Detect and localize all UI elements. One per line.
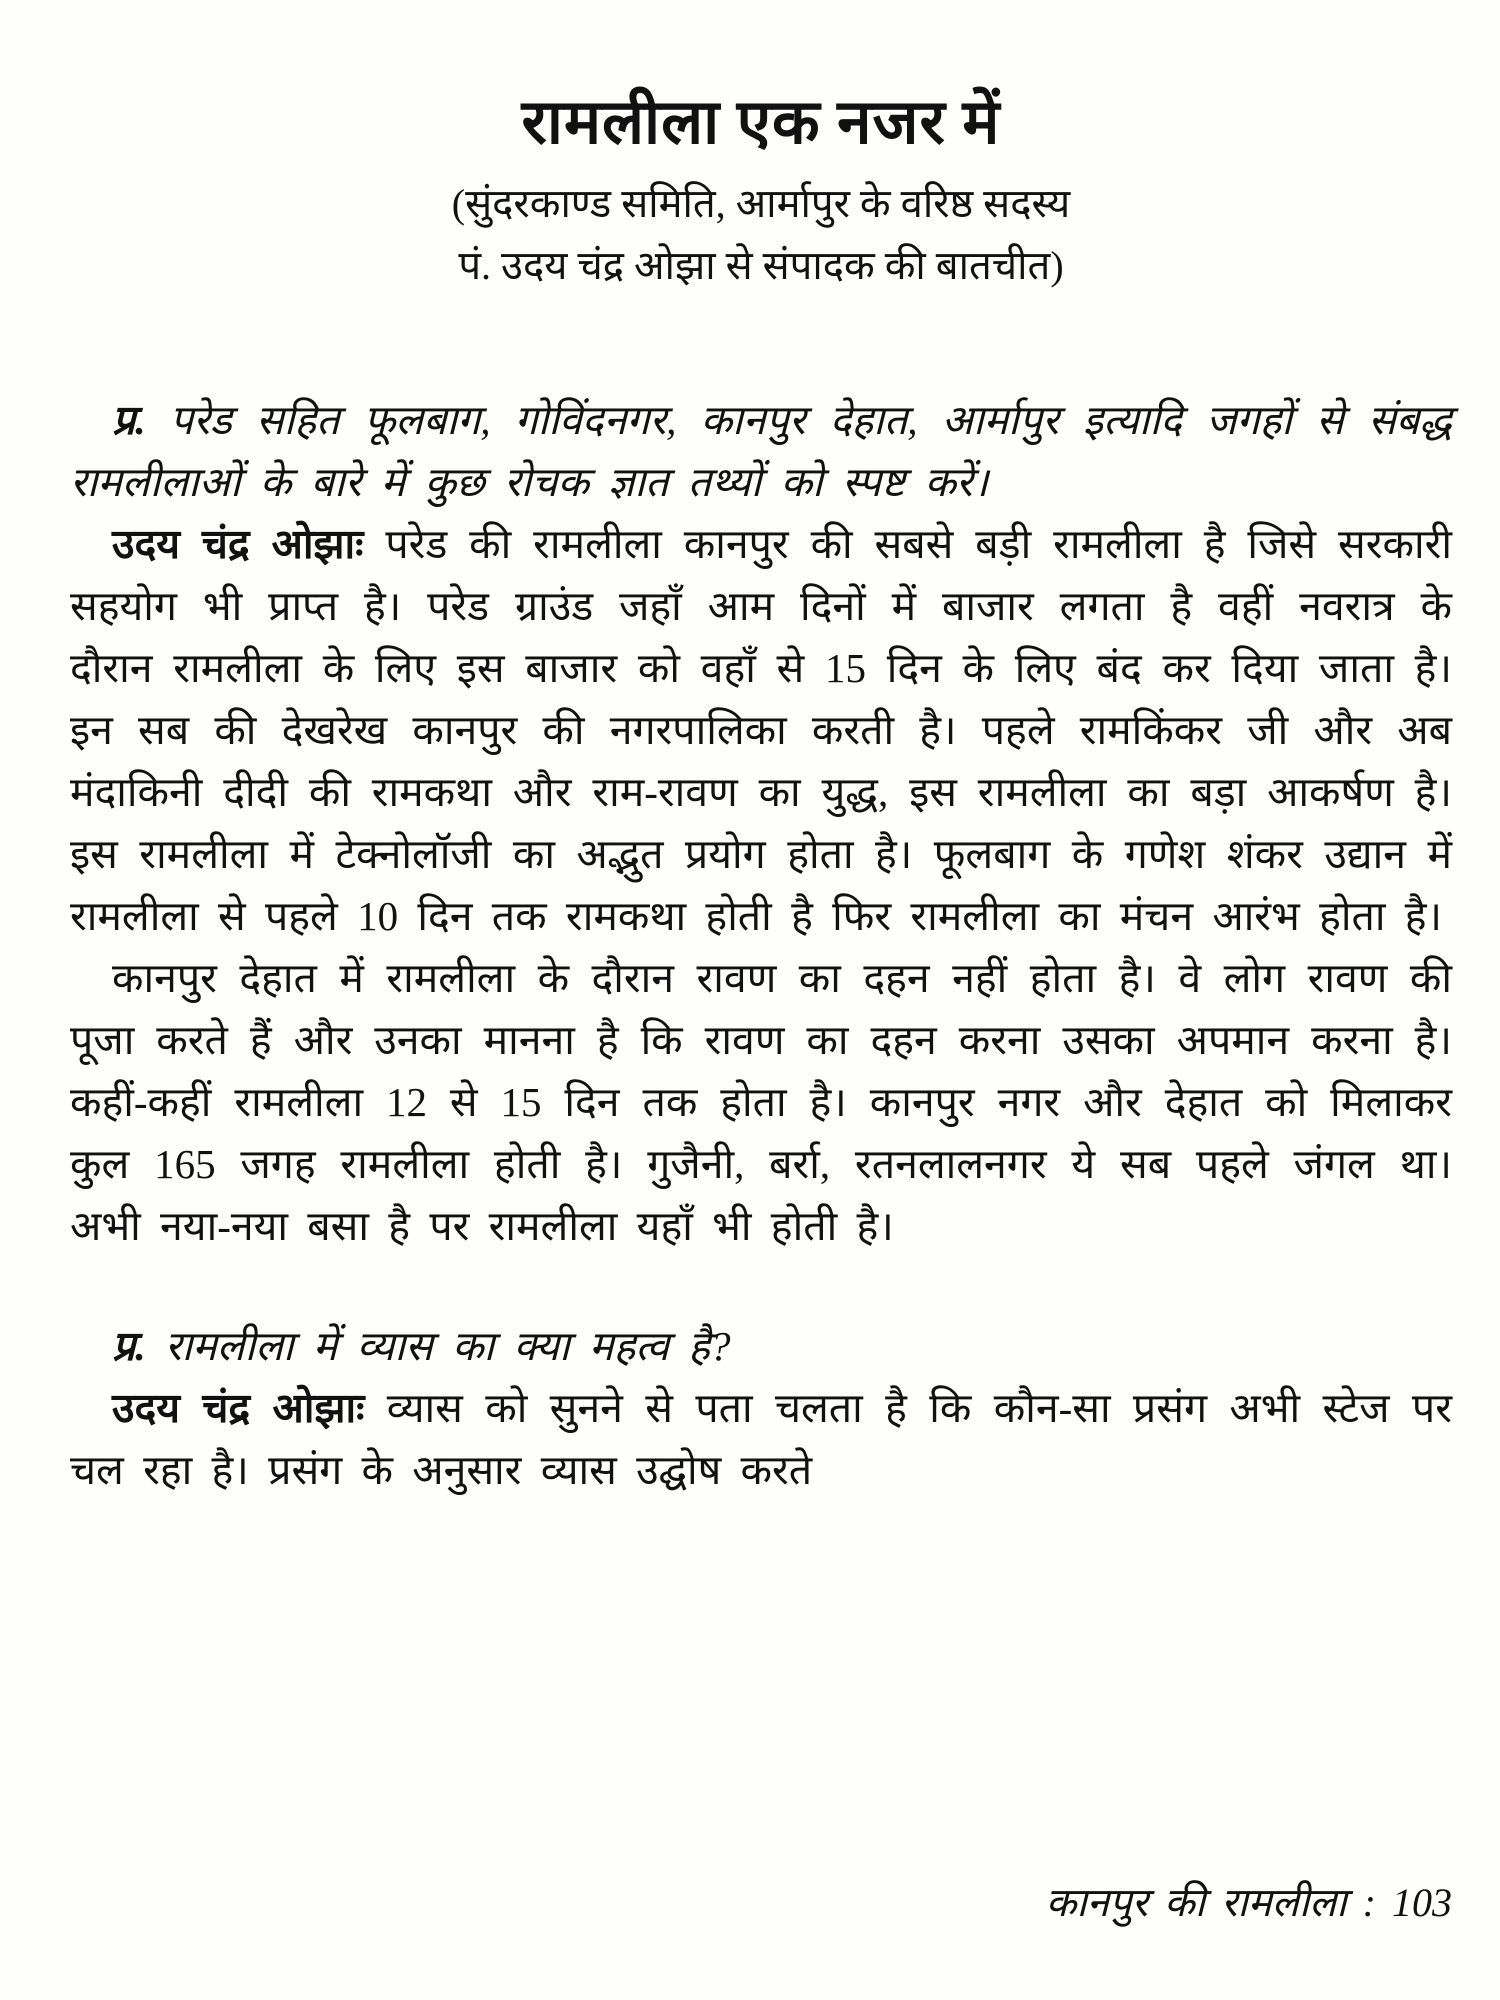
subtitle-line-1: (सुंदरकाण्ड समिति, आर्मापुर के वरिष्ठ सदस्य [451,181,1071,227]
answer-2-speaker-label: उदय चंद्र ओझाः [112,1385,365,1432]
answer-1-text-1: परेड की रामलीला कानपुर की सबसे बड़ी रामलीला है जिसे सरकारी सहयोग भी प्राप्त है। परेड ग्राउंड जहाँ आम दिनों में बाजार लगता है वहीं नवरात्र के दौरान रामलीला के लिए इस बाजार को वहाँ से 15 दिन के लिए बंद कर दिया जाता है। इन सब की देखरेख कानपुर की नगरपालिका करती है। पहले रामकिंकर जी और अब मंदाकिनी दीदी की रामकथा और राम-रावण का युद्ध, इस रामलीला का बड़ा आकर्षण है। इस रामलीला में टेक्नोलॉजी का अद्भुत प्रयोग होता है। फूलबाग के गणेश शंकर उद्यान में रामलीला से पहले 10 दिन तक रामकथा होती है फिर रामलीला का मंचन आरंभ होता है। [70,521,1452,940]
question-2-text: रामलीला में व्यास का क्या महत्व है? [164,1323,731,1370]
answer-2-text-1: व्यास को सुनने से पता चलता है कि कौन-सा प्रसंग अभी स्टेज पर चल रहा है। प्रसंग के अनुसार व्यास उद्घोष करते [70,1385,1452,1494]
answer-1-paragraph-2 [70,947,1452,1257]
question-2 [70,1315,1452,1377]
article-body [70,389,1452,1501]
question-1-label: प्र. [112,397,146,444]
page-footer-marker: कानपुर की रामलीला : 103 [1045,1880,1452,1925]
page-title: रामलीला एक नजर में [521,89,1001,157]
answer-2-paragraph-1 [70,1377,1452,1501]
question-2-label: प्र. [112,1323,146,1370]
answer-1-paragraph-1 [70,513,1452,947]
answer-1-speaker-label: उदय चंद्र ओझाः [112,521,364,568]
subtitle-line-2: पं. उदय चंद्र ओझा से संपादक की बातचीत) [458,243,1064,289]
subtitle [70,173,1452,297]
question-1 [70,389,1452,513]
answer-1-text-2: कानपुर देहात में रामलीला के दौरान रावण का दहन नहीं होता है। वे लोग रावण की पूजा करते हैं और उनका मानना है कि रावण का दहन करना उसका अपमान करना है। कहीं-कहीं रामलीला 12 से 15 दिन तक होता है। कानपुर नगर और देहात को मिलाकर कुल 165 जगह रामलीला होती है। गुजैनी, बर्रा, रतनलालनगर ये सब पहले जंगल था। अभी नया-नया बसा है पर रामलीला यहाँ भी होती है। [70,955,1452,1250]
question-1-text: परेड सहित फूलबाग, गोविंदनगर, कानपुर देहात, आर्मापुर इत्यादि जगहों से संबद्ध रामलीलाओं के बारे में कुछ रोचक ज्ञात तथ्यों को स्पष्ट करें। [70,397,1452,506]
